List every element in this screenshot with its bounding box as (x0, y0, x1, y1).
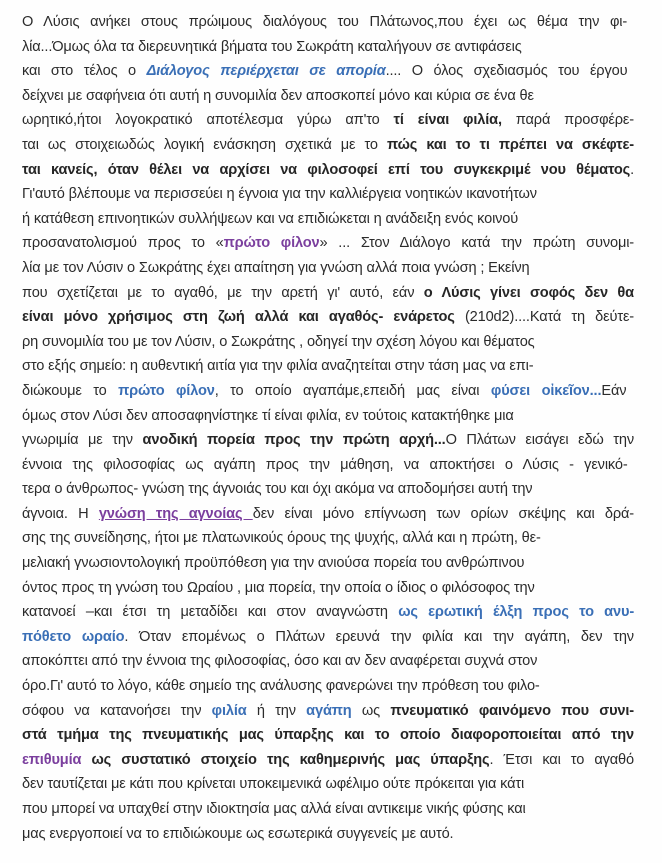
text-run: παρά προσφέρε- (501, 112, 634, 129)
text-run: (210d2)....Κατά τη δεύτε- (454, 309, 635, 326)
text-line (22, 256, 642, 281)
text-line (22, 699, 642, 724)
text-run: όντος προς τη γνώση του Ωραίου , μια πορεία, την οποία ο ίδιος ο φιλόσοφος την (22, 579, 535, 596)
text-line (22, 35, 642, 60)
text-line (22, 428, 642, 453)
text-run: Ο Λύσις ανήκει στους πρώιμους διαλόγους του Πλάτωνος,που έχει ως θέμα την φι- (22, 14, 628, 30)
text-run: Γι'αυτό βλέπουμε να περισσεύει η έγνοια για την καλλιέργεια νοητικών ικανοτήτων (22, 186, 537, 203)
text-run: που σχετίζεται με το αγαθό, με την αρετή γι' αυτό, εάν (22, 284, 424, 301)
text-run: λία...Όμως όλα τα διερευνητικά βήματα του Σωκράτη καταλήγουν σε αντιφάσεις (22, 38, 522, 55)
text-line (22, 84, 642, 109)
bold-text: ως συστατικό στοιχείο της καθημερινής μας ύπαρξης (91, 751, 490, 768)
bold-text: στά τμήμα της πνευματικής μας ύπαρξης και το οποίο διαφοροποιείται από την (22, 727, 634, 744)
text-run: όμως στον Λύσι δεν αποσαφηνίστηκε τί είναι φιλία, εν τούτοις κατακτήθηκε μια (22, 407, 514, 424)
purple-highlight-text: επιθυμία (22, 751, 82, 768)
blue-highlight-text: πρώτο φίλον (118, 382, 215, 399)
text-run: διώκουμε το (22, 382, 119, 399)
text-run: ή κατάθεση επινοητικών συλλήψεων και να επιδιώκεται η ανάδειξη ενός κοινού (22, 210, 519, 227)
text-line (22, 133, 642, 158)
text-run: σης της συνείδησης, ήτοι με πλατωνικούς όρους της ψυχής, αλλά και η πρώτη, θε- (22, 530, 541, 547)
text-line (22, 526, 642, 551)
text-run: Εάν (601, 382, 627, 399)
blue-highlight-text: Διάλογος περιέρχεται σε απορία (146, 63, 386, 80)
text-line (22, 108, 642, 133)
text-run: » ... Στον Διάλογο κατά την πρώτη συνομι- (319, 235, 634, 252)
blue-highlight-text: φιλία (211, 702, 247, 719)
text-line (22, 158, 642, 183)
text-run: δείχνει με σαφήνεια ότι αυτή η συνομιλία δεν αποσκοπεί μόνο και κύρια σε ένα θε (22, 87, 534, 104)
blue-highlight-text: φύσει οἰκεῖον... (490, 382, 602, 399)
text-line (22, 822, 642, 847)
text-run: ωρητικό,ήτοι λογοκρατικό αποτέλεσμα γύρω απ'το (22, 112, 394, 129)
text-line (22, 231, 642, 256)
text-run: ως (351, 702, 391, 719)
purple-highlight-text: γνώση της αγνοίας (98, 505, 253, 522)
text-run: . (630, 161, 635, 178)
text-line (22, 59, 642, 84)
text-run: μας ενεργοποιεί να το επιδιώκουμε ως εσωτερικά συγγενείς με αυτό. (22, 825, 454, 842)
text-line (22, 354, 642, 379)
text-run: αποκόπτει από την έννοια της φιλοσοφίας, όσο και αν δεν αναφέρεται συχνά στον (22, 653, 538, 670)
text-run: , το οποίο αγαπάμε,επειδή μας είναι (214, 382, 491, 399)
text-line (22, 404, 642, 429)
text-run: στο εξής σημείο: η αυθεντική αιτία για την φιλία αναζητείται στην τάση μας να επι- (22, 358, 534, 375)
text-line (22, 281, 642, 306)
text-line (22, 502, 642, 527)
text-run: Ο Πλάτων εισάγει εδώ την (445, 432, 634, 449)
text-line (22, 674, 642, 699)
text-run: προσανατολισμού προς το « (22, 235, 224, 252)
bold-text: πώς και το τι πρέπει να σκέφτε- (386, 136, 634, 153)
text-run: λία με τον Λύσιν ο Σωκράτης έχει απαίτηση για γνώση αλλά ποια γνώση ; Εκείνη (22, 259, 530, 276)
text-line (22, 330, 642, 355)
text-run: . Έτσι και το αγαθό (489, 751, 634, 768)
text-line (22, 772, 642, 797)
text-line (22, 797, 642, 822)
text-run: έννοια της φιλοσοφίας ως αγάπη προς την μάθηση, να αποκτήσει ο Λύσις - γενικό- (22, 456, 628, 473)
text-line (22, 600, 642, 625)
text-line (22, 723, 642, 748)
text-line (22, 576, 642, 601)
text-run: . Όταν επομένως ο Πλάτων ερευνά την φιλία και την αγάπη, δεν την (124, 628, 634, 645)
blue-highlight-text: ως ερωτική έλξη προς το ανυ- (398, 604, 635, 621)
text-run: κατανοεί –και έτσι τη μεταδίδει και στον αναγνώστη (22, 604, 399, 621)
text-line (22, 649, 642, 674)
text-run: ρη συνομιλία του με τον Λύσιν, ο Σωκράτης , οδηγεί την σχέση λόγου και θέματος (22, 333, 535, 350)
text-run: σόφου να κατανοήσει την (22, 702, 212, 719)
text-run (81, 752, 91, 768)
text-line (22, 748, 642, 773)
blue-highlight-text: πόθετο ωραίο (22, 628, 125, 645)
bold-text: τί είναι φιλία, (393, 112, 502, 129)
text-line (22, 625, 642, 650)
text-line (22, 207, 642, 232)
bold-text: είναι μόνο χρήσιμος στη ζωή αλλά και αγαθός- ενάρετος (22, 309, 455, 326)
text-run: όρο.Γι' αυτό το λόγο, κάθε σημείο της ανάλυσης φανερώνει την πρόθεση του φιλο- (22, 678, 540, 695)
purple-highlight-text: πρώτο φίλον (223, 235, 320, 252)
text-run: και στο τέλος ο (22, 63, 147, 80)
text-line (22, 182, 642, 207)
text-line (22, 453, 642, 478)
text-run: τερα ο άνθρωπος- γνώση της άγνοιάς του και όχι ακόμα να αποδομήσει αυτή την (22, 481, 533, 498)
bold-text: πνευματικό φαινόμενο που συνι- (390, 702, 634, 719)
blue-highlight-text: αγάπη (306, 702, 352, 719)
text-run: δεν ταυτίζεται με κάτι που κρίνεται υποκειμενικά ωφέλιμο ούτε πρόκειται για κάτι (22, 776, 525, 793)
text-run: που μπορεί να υπαχθεί στην ιδιοκτησία μας αλλά είναι αντικειμε νικής φύσης και (22, 801, 526, 817)
text-line (22, 305, 642, 330)
text-line (22, 10, 642, 35)
text-run: γνωριμία με την (22, 432, 143, 449)
text-run: .... Ο όλος σχεδιασμός του έργου (385, 63, 628, 80)
text-run: ή την (246, 702, 307, 719)
bold-text: ανοδική πορεία προς την πρώτη αρχή... (142, 432, 446, 449)
bold-text: ο Λύσις γίνει σοφός δεν θα (423, 284, 634, 301)
text-run: δεν είναι μόνο επίγνωση των ορίων σκέψης και δρά- (252, 505, 635, 522)
text-line (22, 477, 642, 502)
text-line (22, 379, 642, 404)
text-run: άγνοια. Η (22, 505, 99, 522)
text-line (22, 551, 642, 576)
text-run: ται ως στοιχειωδώς λογική ενάσκηση σχετικά με το (22, 136, 387, 153)
text-run: μελιακή γνωσιοντολογική προϋπόθεση για την ανιούσα πορεία του ανθρώπινου (22, 555, 525, 572)
body-paragraph (22, 10, 642, 846)
bold-text: ται κανείς, όταν θέλει να αρχίσει να φιλοσοφεί επί του συγκεκριμέ νου θέματος (22, 161, 631, 178)
